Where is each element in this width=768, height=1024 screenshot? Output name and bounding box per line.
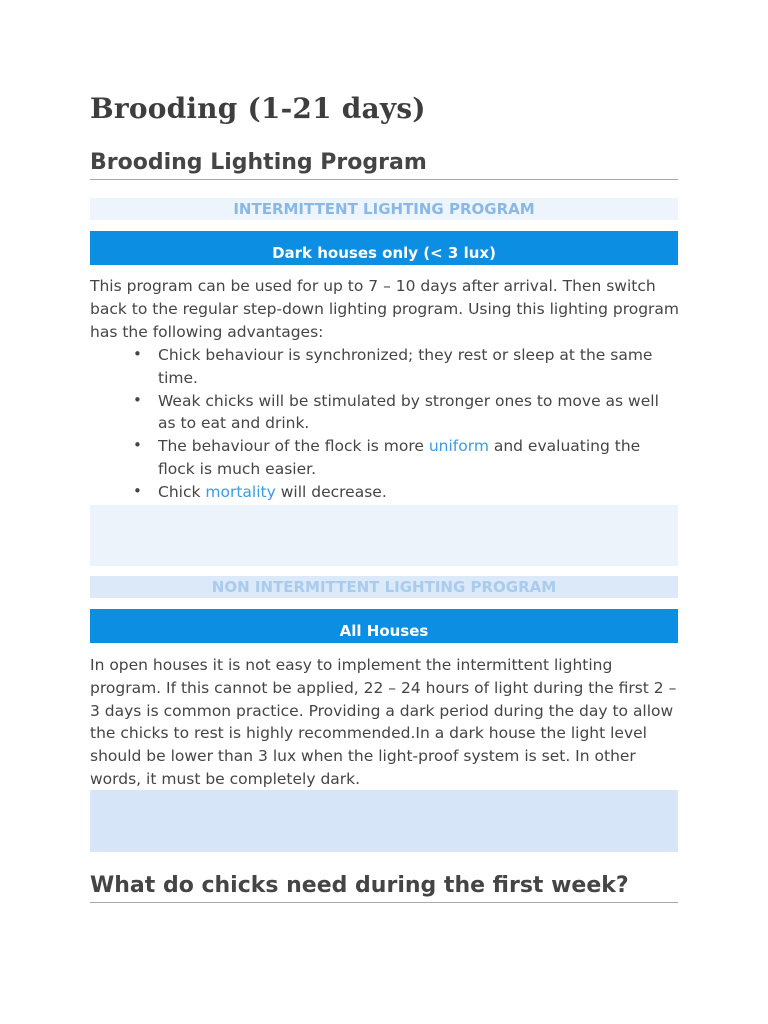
empty-panel — [90, 505, 678, 566]
non-intermittent-program-label: NON INTERMITTENT LIGHTING PROGRAM — [90, 576, 678, 598]
all-houses-banner: All Houses — [90, 609, 678, 643]
bullet-icon: • — [133, 390, 142, 409]
list-item-text: Weak chicks will be stimulated by stronger ones to move as well as to eat and drink. — [158, 391, 659, 433]
list-item-text-pre: The behaviour of the flock is more — [158, 437, 429, 456]
list-item — [90, 390, 680, 436]
list-item — [90, 435, 680, 481]
non-intermittent-paragraph: In open houses it is not easy to implement the intermittent lighting program. If this cannot be applied, 22 – 24 hours of light during the first 2 – 3 days is common practice. Providing a dark period during the day to allow the chicks to rest is highly recommended.In a dark house the light level should be lower than 3 lux when the light-proof system is set. In other words, it must be completely dark. — [90, 656, 677, 788]
bullet-icon: • — [133, 481, 142, 500]
uniform-link[interactable]: uniform — [428, 437, 489, 456]
page-title: Brooding (1-21 days) — [90, 92, 426, 125]
intermittent-paragraph: This program can be used for up to 7 – 10 days after arrival. Then switch back to the regular step-down lighting program. Using this lighting program has the following advantages: — [90, 277, 680, 341]
list-item-text: Chick behaviour is synchronized; they rest or sleep at the same time. — [158, 346, 653, 387]
bullet-icon: • — [133, 436, 142, 455]
list-item-text-pre: Chick — [158, 482, 206, 501]
list-item — [90, 481, 680, 504]
list-item-text-post: and evaluating the flock is much easier. — [158, 437, 641, 478]
advantages-list — [90, 344, 680, 504]
bullet-icon: • — [133, 345, 142, 363]
list-item-text-post: will decrease. — [275, 482, 387, 501]
mortality-link[interactable]: mortality — [205, 482, 276, 501]
empty-panel — [90, 790, 678, 852]
list-item — [90, 344, 680, 390]
section-heading-first-week: What do chicks need during the first week? — [90, 873, 678, 903]
dark-houses-banner: Dark houses only (< 3 lux) — [90, 231, 678, 265]
section-heading-lighting: Brooding Lighting Program — [90, 150, 678, 180]
intermittent-program-label: INTERMITTENT LIGHTING PROGRAM — [90, 198, 678, 220]
